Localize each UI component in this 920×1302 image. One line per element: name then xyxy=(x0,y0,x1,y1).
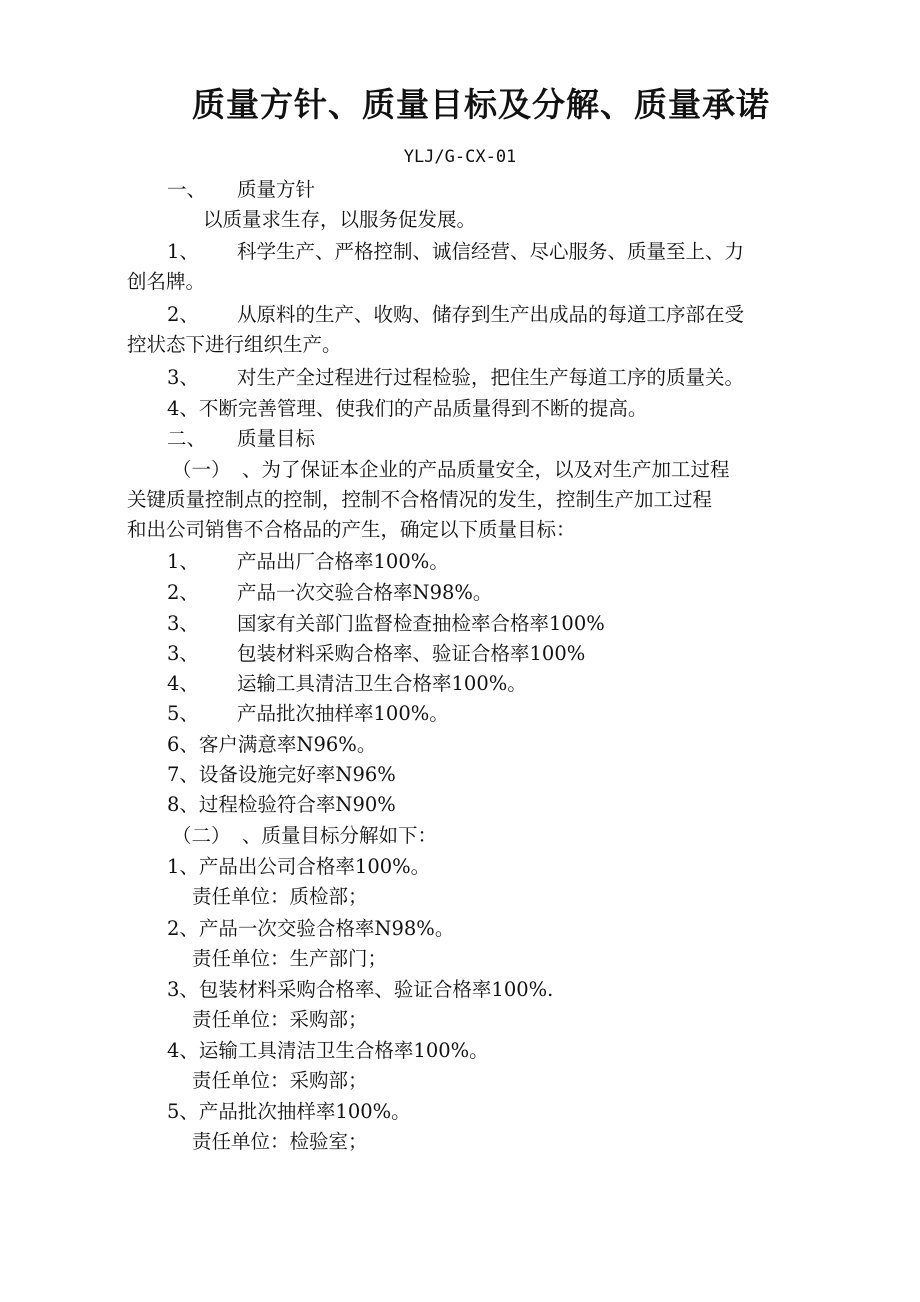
breakdown-item xyxy=(167,1036,489,1066)
objectives-intro-line: 和出公司销售不合格品的产生，确定以下质量目标： xyxy=(127,518,576,541)
item-text: 国家有关部门监督检查抽检率合格率100% xyxy=(237,612,605,635)
item-text: 产品一次交验合格率N98%。 xyxy=(198,917,455,940)
responsible-unit: 责任单位：采购部； xyxy=(192,1008,368,1031)
item-text: 过程检验符合率N90% xyxy=(198,793,396,816)
objective-item xyxy=(167,790,396,820)
item-text: 产品出厂合格率100%。 xyxy=(237,550,449,573)
item-number: 2、 xyxy=(167,303,199,326)
objectives-intro-line: 关键质量控制点的控制，控制不合格情况的发生，控制生产加工过程 xyxy=(127,488,713,511)
policy-item-continuation: 控状态下进行组织生产。 xyxy=(127,333,342,356)
item-text: 设备设施完好率N96% xyxy=(198,763,396,786)
item-text: 包装材料采购合格率、验证合格率100%. xyxy=(198,978,554,1001)
section-heading-objectives xyxy=(167,424,315,454)
item-number: 1、 xyxy=(167,550,199,573)
section-heading-policy xyxy=(167,175,315,205)
section-title: 质量方针 xyxy=(237,178,316,201)
item-text: 产品批次抽样率100%。 xyxy=(237,702,449,725)
item-number: 2、 xyxy=(167,917,199,940)
breakdown-item xyxy=(167,1097,411,1127)
item-number: 6、 xyxy=(167,733,199,756)
item-number: 2、 xyxy=(167,581,199,604)
responsible-unit: 责任单位：采购部； xyxy=(192,1069,368,1092)
item-text: 产品一次交验合格率N98%。 xyxy=(237,581,493,604)
item-text: 运输工具清洁卫生合格率100%。 xyxy=(198,1039,489,1062)
item-number: 3、 xyxy=(167,612,199,635)
document-code: YLJ/G-CX-01 xyxy=(403,147,517,167)
breakdown-title: 、质量目标分解如下： xyxy=(242,824,438,847)
policy-item xyxy=(167,237,744,267)
subsection-label: （一） xyxy=(172,458,231,481)
item-number: 5、 xyxy=(167,1100,199,1123)
item-number: 1、 xyxy=(167,855,199,878)
item-number: 8、 xyxy=(167,793,199,816)
item-text: 产品出公司合格率100%。 xyxy=(198,855,431,878)
item-text: 运输工具清洁卫生合格率100%。 xyxy=(237,672,527,695)
objectives-intro xyxy=(172,455,730,485)
item-text: 科学生产、严格控制、诚信经营、尽心服务、质量至上、力 xyxy=(237,240,745,263)
objective-item xyxy=(167,578,492,608)
item-number: 3、 xyxy=(167,642,199,665)
breakdown-item xyxy=(167,914,454,944)
item-number: 3、 xyxy=(167,366,199,389)
objective-item xyxy=(167,669,527,699)
objective-item xyxy=(167,547,449,577)
document-title: 质量方针、质量目标及分解、质量承诺 xyxy=(192,85,770,124)
responsible-unit: 责任单位：检验室； xyxy=(192,1130,368,1153)
item-number: 4、 xyxy=(167,672,199,695)
section-number: 二、 xyxy=(167,427,207,450)
section-title: 质量目标 xyxy=(237,427,316,450)
item-number: 3、 xyxy=(167,978,199,1001)
subsection-label: （二） xyxy=(172,824,231,847)
item-number: 7、 xyxy=(167,763,199,786)
objective-item xyxy=(167,699,449,729)
breakdown-heading xyxy=(172,821,437,851)
policy-item xyxy=(167,363,744,393)
breakdown-item xyxy=(167,852,430,882)
item-text: 从原料的生产、收购、储存到生产出成品的每道工序部在受 xyxy=(237,303,745,326)
breakdown-item xyxy=(167,975,553,1005)
policy-statement: 以质量求生存，以服务促发展。 xyxy=(203,208,477,231)
policy-item xyxy=(167,300,744,330)
objective-item xyxy=(167,730,376,760)
section-number: 一、 xyxy=(167,178,207,201)
item-number: 5、 xyxy=(167,702,199,725)
item-text: 对生产全过程进行过程检验，把住生产每道工序的质量关。 xyxy=(237,366,745,389)
objective-item xyxy=(167,639,585,669)
objective-item xyxy=(167,609,605,639)
objective-item xyxy=(167,760,396,790)
item-text: 不断完善管理、使我们的产品质量得到不断的提高。 xyxy=(198,397,648,420)
responsible-unit: 责任单位：生产部门； xyxy=(192,947,388,970)
item-number: 4、 xyxy=(167,397,199,420)
item-text: 产品批次抽样率100%。 xyxy=(198,1100,411,1123)
item-number: 4、 xyxy=(167,1039,199,1062)
responsible-unit: 责任单位：质检部； xyxy=(192,885,368,908)
item-text: 包装材料采购合格率、验证合格率100% xyxy=(237,642,586,665)
policy-item-continuation: 创名牌。 xyxy=(127,270,206,293)
item-number: 1、 xyxy=(167,240,199,263)
item-text: 客户满意率N96%。 xyxy=(198,733,377,756)
intro-text: 、为了保证本企业的产品质量安全，以及对生产加工过程 xyxy=(242,458,730,481)
policy-item xyxy=(167,394,647,424)
